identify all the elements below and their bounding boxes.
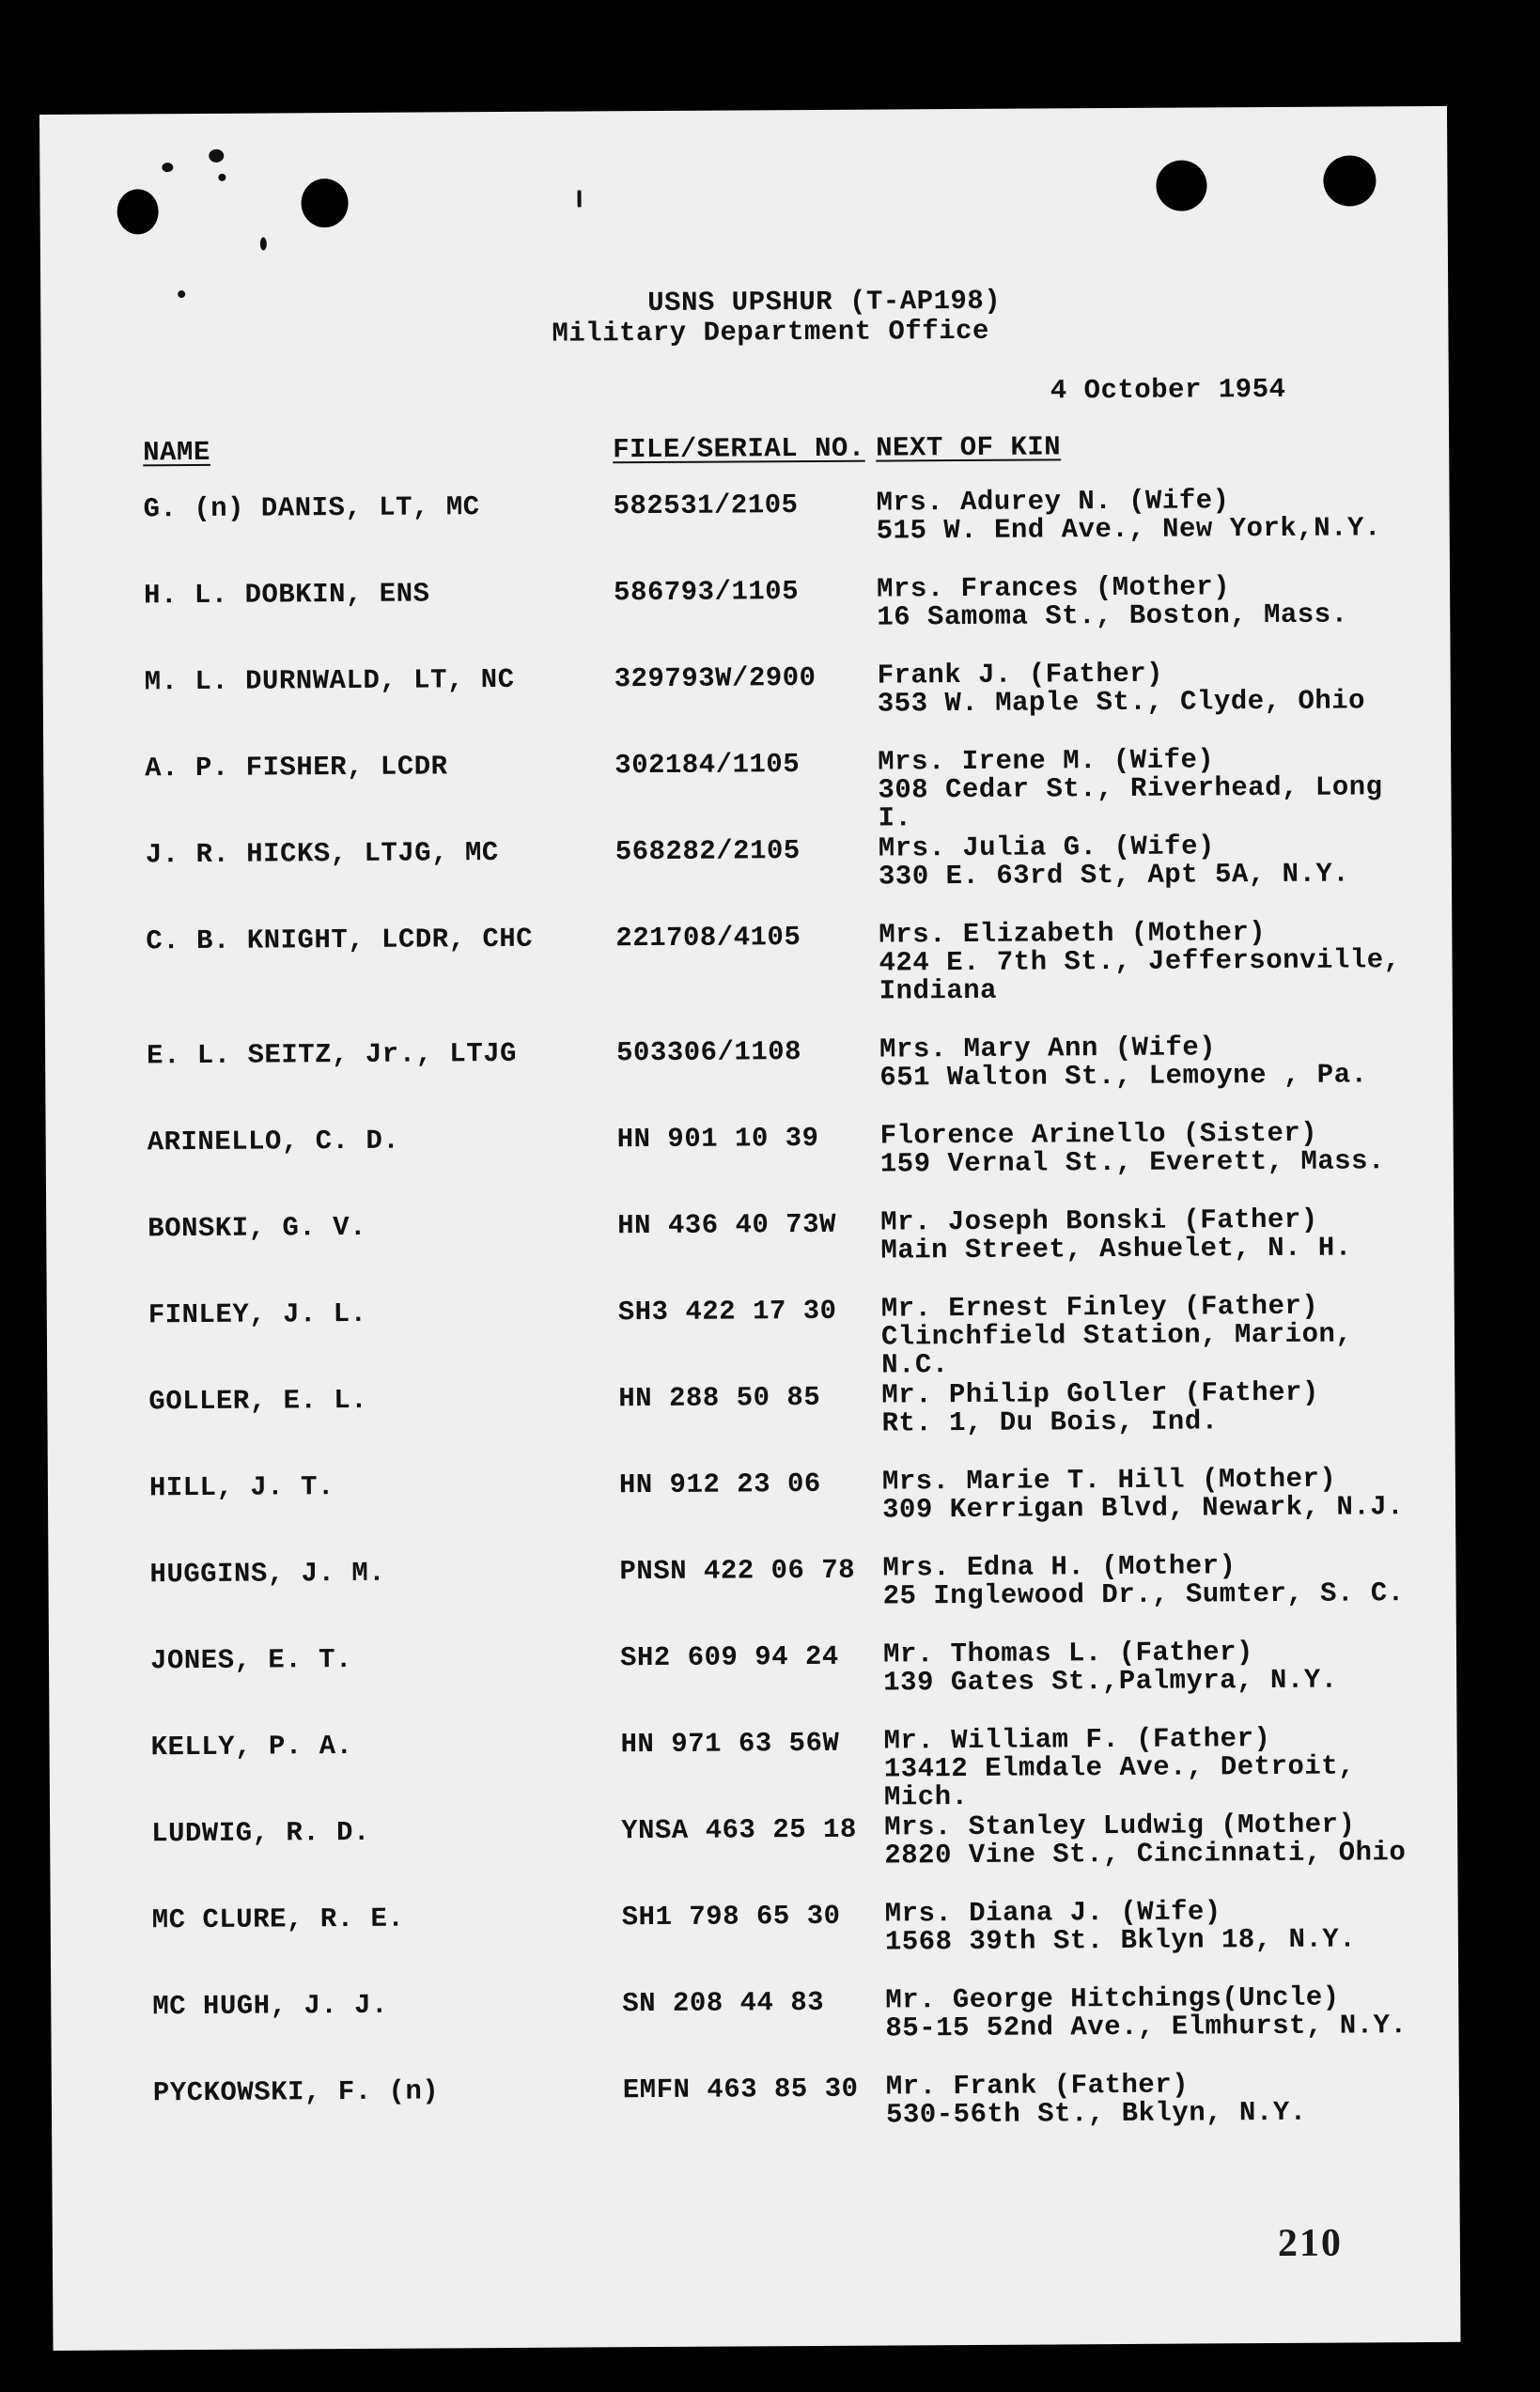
entry-next-of-kin: Mrs. Irene M. (Wife) 308 Cedar St., Riverhead, Long I. — [878, 744, 1383, 834]
entry-serial: SH1 798 65 30 — [621, 1900, 841, 1934]
entry-name: HILL, J. T. — [148, 1471, 334, 1504]
entry-serial: PNSN 422 06 78 — [619, 1554, 856, 1588]
punch-hole — [301, 179, 348, 227]
entry-next-of-kin: Mrs. Edna H. (Mother) 25 Inglewood Dr., Sumter, S. C. — [882, 1550, 1405, 1612]
entry-next-of-kin: Mrs. Diana J. (Wife) 1568 39th St. Bklyn 18, N.Y. — [884, 1896, 1357, 1958]
ink-speck — [178, 290, 185, 298]
roster-entry — [41, 486, 1450, 579]
roster-entry — [43, 659, 1452, 752]
roster-entry — [47, 1378, 1455, 1471]
column-header-serial: FILE/SERIAL NO. — [613, 432, 865, 466]
entry-name: ARINELLO, C. D. — [147, 1125, 400, 1158]
punch-hole — [1156, 160, 1206, 210]
roster-entry — [51, 1897, 1459, 1990]
office-name: Military Department Office — [552, 315, 990, 349]
ink-speck — [260, 238, 267, 251]
entry-next-of-kin: Mrs. Julia G. (Wife) 330 E. 63rd St, Apt 5A, N.Y. — [878, 831, 1350, 893]
entry-serial: 221708/4105 — [615, 922, 801, 955]
entry-name: MC HUGH, J. J. — [152, 1989, 389, 2023]
entry-serial: HN 436 40 73W — [617, 1208, 837, 1242]
entry-name: H. L. DOBKIN, ENS — [144, 578, 430, 612]
entry-next-of-kin: Mrs. Mary Ann (Wife) 651 Walton St., Lemoyne , Pa. — [879, 1032, 1368, 1094]
entry-name: C. B. KNIGHT, LCDR, CHC — [146, 923, 534, 957]
entry-serial: HN 971 63 56W — [620, 1727, 840, 1761]
entry-serial: SH3 422 17 30 — [617, 1295, 837, 1328]
entry-serial: YNSA 463 25 18 — [621, 1813, 857, 1847]
entry-name: J. R. HICKS, LTJG, MC — [145, 837, 499, 871]
entry-serial: EMFN 463 85 30 — [622, 2073, 859, 2106]
entry-serial: 586793/1105 — [614, 576, 800, 609]
entry-name: GOLLER, E. L. — [148, 1384, 368, 1418]
page-number: 210 — [1277, 2221, 1344, 2265]
column-header-next-of-kin: NEXT OF KIN — [876, 431, 1062, 464]
entry-name: FINLEY, J. L. — [148, 1297, 367, 1331]
punch-hole — [117, 189, 158, 234]
entry-next-of-kin: Mrs. Frances (Mother) 16 Samoma St., Boston, Mass. — [877, 571, 1348, 633]
roster-entry — [51, 1983, 1459, 2076]
entry-next-of-kin: Mr. Thomas L. (Father) 139 Gates St.,Palmyra, N.Y. — [882, 1637, 1338, 1699]
entry-serial: SH2 609 94 24 — [619, 1640, 839, 1674]
entry-name: MC CLURE, R. E. — [151, 1903, 405, 1936]
entry-serial: 582531/2105 — [613, 489, 799, 522]
entry-next-of-kin: Frank J. (Father) 353 W. Maple St., Clyde, Ohio — [877, 658, 1366, 720]
entry-serial: 568282/2105 — [614, 835, 801, 868]
entry-serial: 302184/1105 — [614, 749, 801, 782]
roster-entry — [44, 831, 1453, 924]
entry-next-of-kin: Mr. Philip Goller (Father) Rt. 1, Du Bois, Ind. — [881, 1376, 1319, 1439]
roster-entry — [50, 1724, 1458, 1817]
column-header-name: NAME — [143, 436, 210, 469]
entry-serial: HN 912 23 06 — [618, 1468, 821, 1501]
roster-entry — [44, 918, 1453, 1011]
roster-entry — [48, 1465, 1456, 1558]
entry-next-of-kin: Mrs. Elizabeth (Mother) 424 E. 7th St., Jeffersonville, Indiana — [879, 917, 1401, 1007]
entry-name: JONES, E. T. — [149, 1643, 352, 1677]
entry-next-of-kin: Mrs. Marie T. Hill (Mother) 309 Kerrigan Blvd, Newark, N.J. — [881, 1463, 1405, 1526]
entry-name: M. L. DURNWALD, LT, NC — [144, 663, 515, 698]
roster-entry — [48, 1551, 1456, 1644]
roster-entry — [52, 2070, 1460, 2163]
entry-next-of-kin: Florence Arinello (Sister) 159 Vernal St., Everett, Mass. — [879, 1117, 1386, 1180]
entry-name: KELLY, P. A. — [150, 1730, 353, 1763]
entry-next-of-kin: Mrs. Adurey N. (Wife) 515 W. End Ave., New York,N.Y. — [876, 485, 1381, 547]
roster-entry — [47, 1292, 1455, 1385]
entry-next-of-kin: Mr. Joseph Bonski (Father) Main Street, Ashuelet, N. H. — [880, 1204, 1352, 1266]
document-page — [39, 106, 1461, 2351]
entry-serial: 503306/1108 — [616, 1036, 802, 1069]
roster-entry — [46, 1205, 1454, 1298]
roster-entry — [46, 1119, 1454, 1212]
ink-speck — [162, 163, 173, 172]
entry-name: A. P. FISHER, LCDR — [145, 751, 448, 784]
punch-hole — [1323, 155, 1376, 206]
entry-name: PYCKOWSKI, F. (n) — [152, 2075, 440, 2109]
ink-speck — [209, 149, 224, 163]
entry-serial: SN 208 44 83 — [622, 1986, 825, 2020]
ship-name: USNS UPSHUR (T-AP198) — [647, 285, 1002, 319]
entry-name: HUGGINS, J. M. — [149, 1557, 386, 1591]
entry-next-of-kin: Mrs. Stanley Ludwig (Mother) 2820 Vine St., Cincinnati, Ohio — [884, 1809, 1407, 1872]
roster-entry — [42, 572, 1451, 665]
entry-serial: HN 901 10 39 — [616, 1122, 819, 1156]
roster-entry — [45, 1033, 1454, 1126]
entry-serial: 329793W/2900 — [614, 661, 817, 695]
ink-speck — [218, 174, 226, 181]
roster-entry — [43, 745, 1452, 838]
entry-name: E. L. SEITZ, Jr., LTJG — [147, 1037, 518, 1072]
entry-name: BONSKI, G. V. — [148, 1211, 367, 1245]
entry-name: G. (n) DANIS, LT, MC — [143, 491, 480, 525]
entry-next-of-kin: Mr. Frank (Father) 530-56th St., Bklyn, N.Y. — [885, 2069, 1307, 2131]
document-date: 4 October 1954 — [1050, 373, 1286, 407]
roster-entry — [49, 1638, 1457, 1731]
entry-next-of-kin: Mr. William F. (Father) 13412 Elmdale Ave., Detroit, Mich. — [883, 1723, 1356, 1813]
entry-name: LUDWIG, R. D. — [151, 1816, 371, 1850]
roster-entry — [50, 1810, 1458, 1903]
entry-next-of-kin: Mr. George Hitchings(Uncle) 85-15 52nd Ave., Elmhurst, N.Y. — [885, 1981, 1408, 2044]
entry-next-of-kin: Mr. Ernest Finley (Father) Clinchfield Station, Marion, N.C. — [880, 1290, 1353, 1381]
entry-serial: HN 288 50 85 — [618, 1381, 821, 1415]
ink-speck — [578, 190, 582, 207]
